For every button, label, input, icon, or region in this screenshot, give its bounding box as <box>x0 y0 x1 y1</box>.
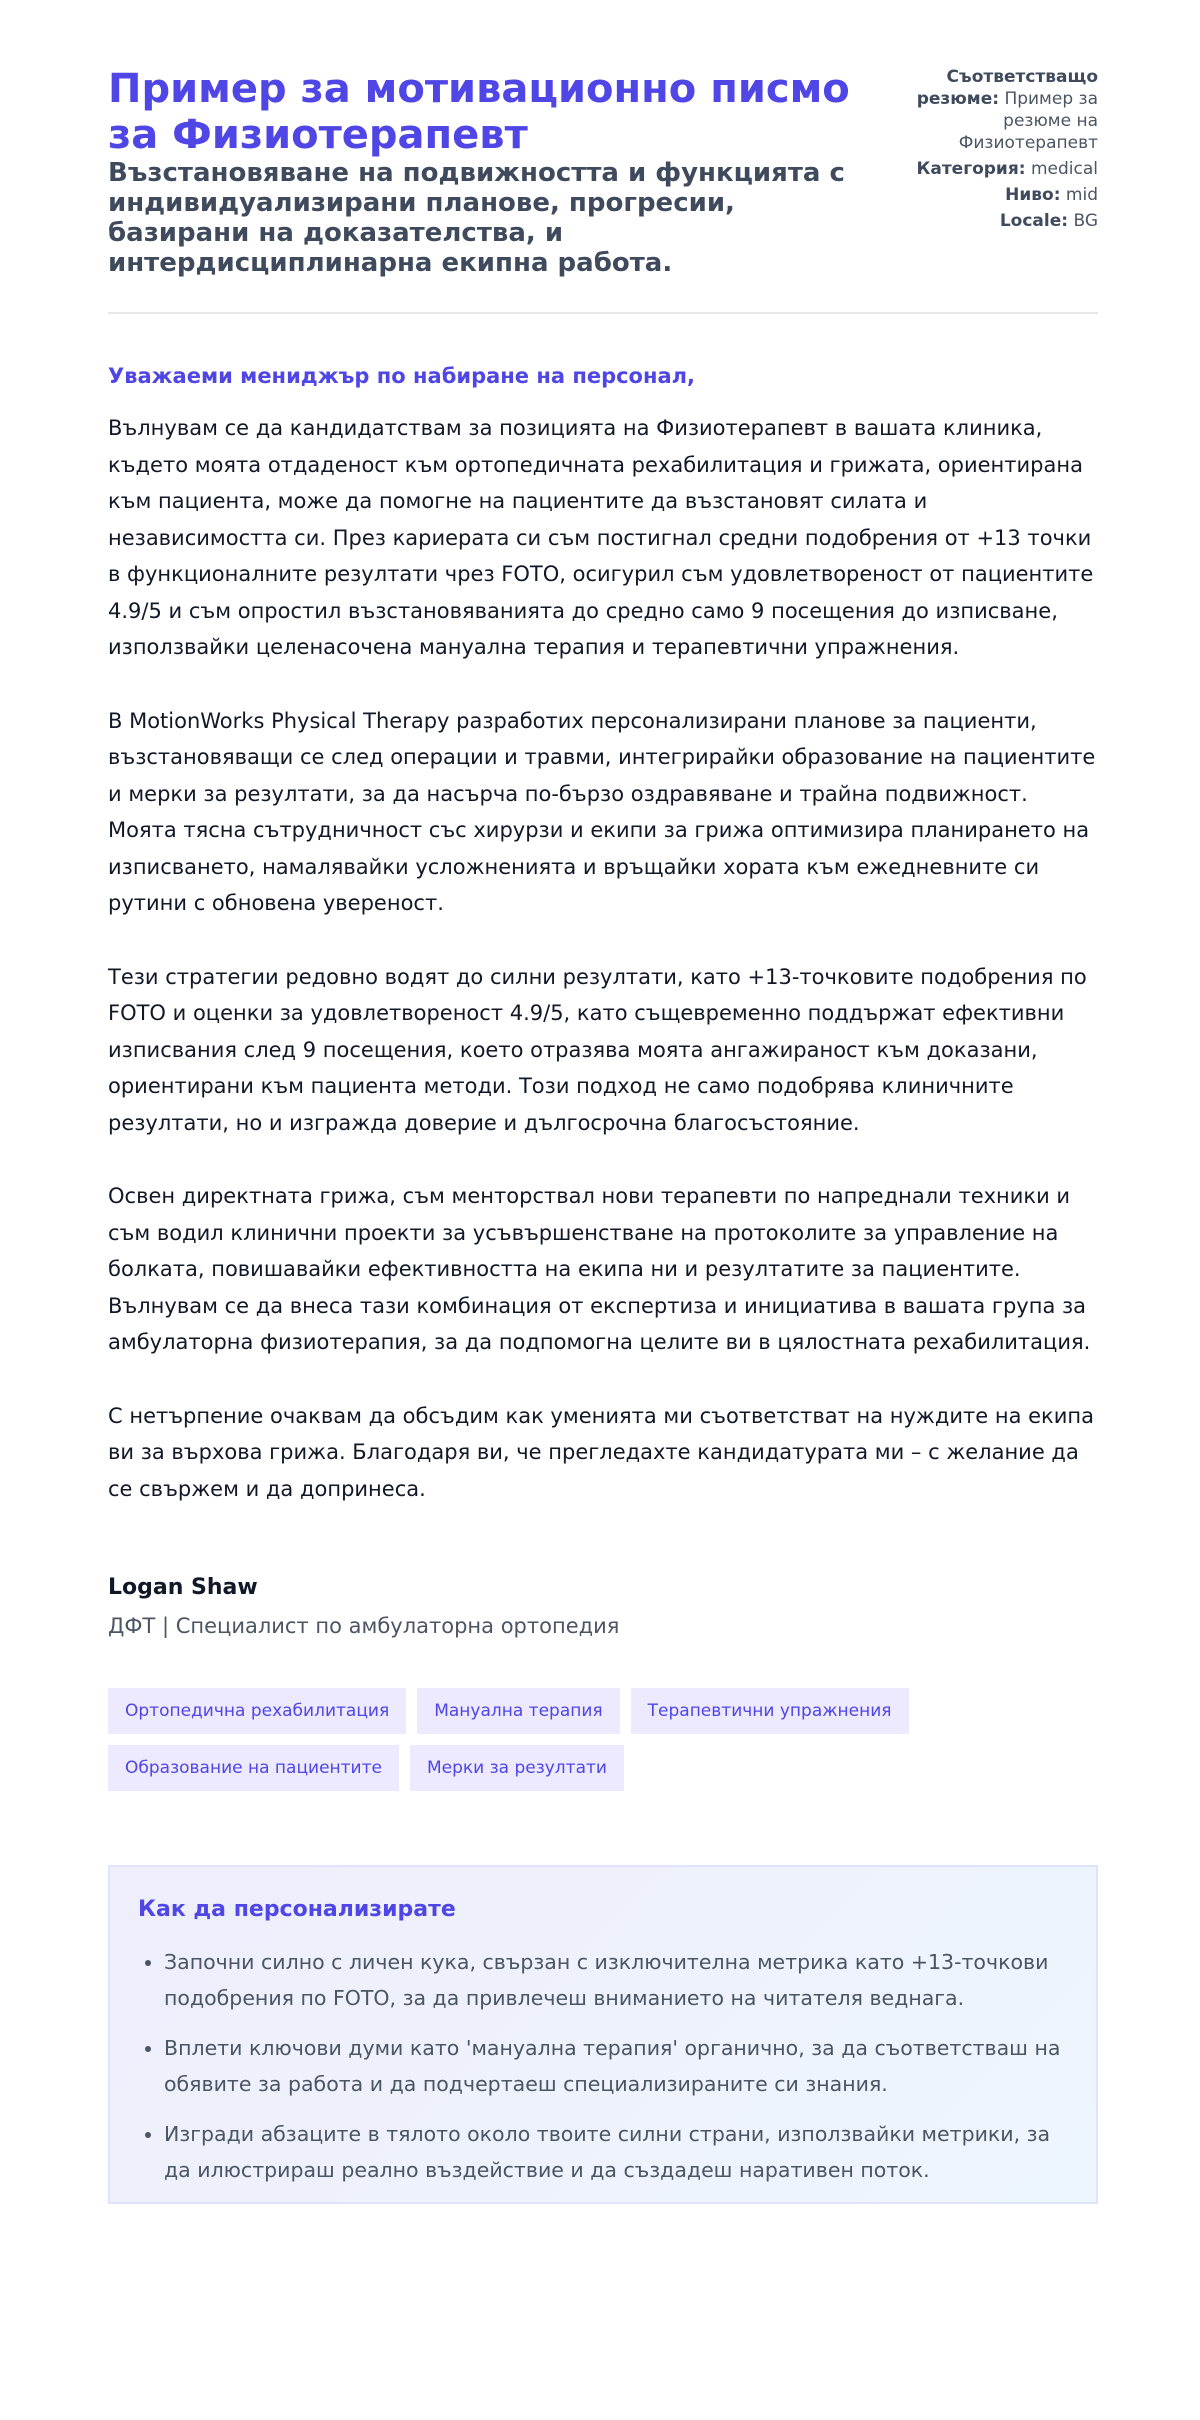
skill-tag: Мануална терапия <box>417 1688 619 1734</box>
letter-body <box>108 410 1098 1507</box>
meta-locale: Locale: BG <box>999 211 1098 231</box>
tips-title: Как да персонализирате <box>138 1897 456 1922</box>
greeting: Уважаеми мениджър по набиране на персонал, <box>108 364 696 388</box>
paragraph: Тези стратегии редовно водят до силни резултати, като +13-точковите подобрения по FOTO и оценки за удовлетвореност 4.9/5, като същевременно поддържат ефективни изписвания след 9 посещения, което отразява моята ангажираност към доказани, ориентирани към пациента методи. Този подход не само подобрява клиничните резултати, но и изгражда доверие и дългосрочна благосъстояние. <box>108 964 1087 1135</box>
paragraph: Вълнувам се да кандидатствам за позицията на Физиотерапевт в вашата клиника, където моята отдаденост към ортопедичната рехабилитация и грижата, ориентирана към пациента, може да помогне на пациентите да възстановят силата и независимостта си. През кариерата си съм постигнал средни подобрения от +13 точки в функционалните резултати чрез FOTO, осигурил съм удовлетвореност от пациентите 4.9/5 и съм опростил възстановяванията до средно само 9 посещения до изписване, използвайки целенасочена мануална терапия и терапевтични упражнения. <box>108 416 1094 659</box>
page-title: Пример за мотивационно писмо за Физиотерапевт <box>108 66 850 158</box>
signature-name: Logan Shaw <box>108 1575 258 1600</box>
skill-tag: Ортопедична рехабилитация <box>108 1688 406 1734</box>
meta-matching-resume: Съответстващо резюме: Пример за резюме на Физиотерапевт <box>916 67 1098 153</box>
skill-tag: Образование на пациентите <box>108 1745 399 1791</box>
cover-letter-page <box>108 66 1098 2204</box>
skill-tag: Мерки за резултати <box>410 1745 624 1791</box>
meta-category: Категория: medical <box>916 159 1098 179</box>
divider <box>108 312 1098 314</box>
tip-item: • Изгради абзаците в тялото около твоите силни страни, използвайки метрики, за да илюстрираш реално въздействие и да създадеш наративен поток. <box>164 2116 1068 2188</box>
skill-tag: Терапевтични упражнения <box>631 1688 909 1734</box>
customization-tips <box>108 1865 1098 2204</box>
tip-item: • Започни силно с личен кука, свързан с изключителна метрика като +13-точкови подобрения по FOTO, за да привлечеш вниманието на читателя веднага. <box>164 1944 1068 2016</box>
tip-item: • Вплети ключови думи като 'мануална терапия' органично, за да съответстваш на обявите за работа и да подчертаеш специализираните си знания. <box>164 2030 1068 2102</box>
page-subtitle: Възстановяване на подвижността и функцията с индивидуализирани планове, прогресии, базирани на доказателства, и интердисциплинарна екипна работа. <box>108 158 845 278</box>
skill-tags <box>108 1688 988 1791</box>
paragraph: С нетърпение очаквам да обсъдим как уменията ми съответстват на нуждите на екипа ви за върхова грижа. Благодаря ви, че прегледахте кандидатурата ми – с желание да се свържем и да допринеса. <box>108 1403 1094 1501</box>
tips-list <box>138 1944 1068 2188</box>
meta-info <box>908 66 1098 236</box>
paragraph: В MotionWorks Physical Therapy разработих персонализирани планове за пациенти, възстановяващи се след операции и травми, интегрирайки образование на пациентите и мерки за резултати, за да насърча по-бързо оздравяване и трайна подвижност. Моята тясна сътрудничност със хирурзи и екипи за грижа оптимизира планирането на изписването, намалявайки усложненията и връщайки хората към ежедневните си рутини с обновена увереност. <box>108 708 1096 915</box>
meta-level: Ниво: mid <box>1005 185 1098 205</box>
paragraph: Освен директната грижа, съм менторствал нови терапевти по напреднали техники и съм водил клинични проекти за усъвършенстване на протоколите за управление на болката, повишавайки ефективността на екипа ни и резултатите за пациентите. Вълнувам се да внеса тази комбинация от експертиза и инициатива в вашата група за амбулаторна физиотерапия, за да подпомогна целите ви в цялостната рехабилитация. <box>108 1184 1091 1354</box>
signature-title: ДФТ | Специалист по амбулаторна ортопедия <box>108 1614 620 1638</box>
page-header <box>108 66 1098 278</box>
